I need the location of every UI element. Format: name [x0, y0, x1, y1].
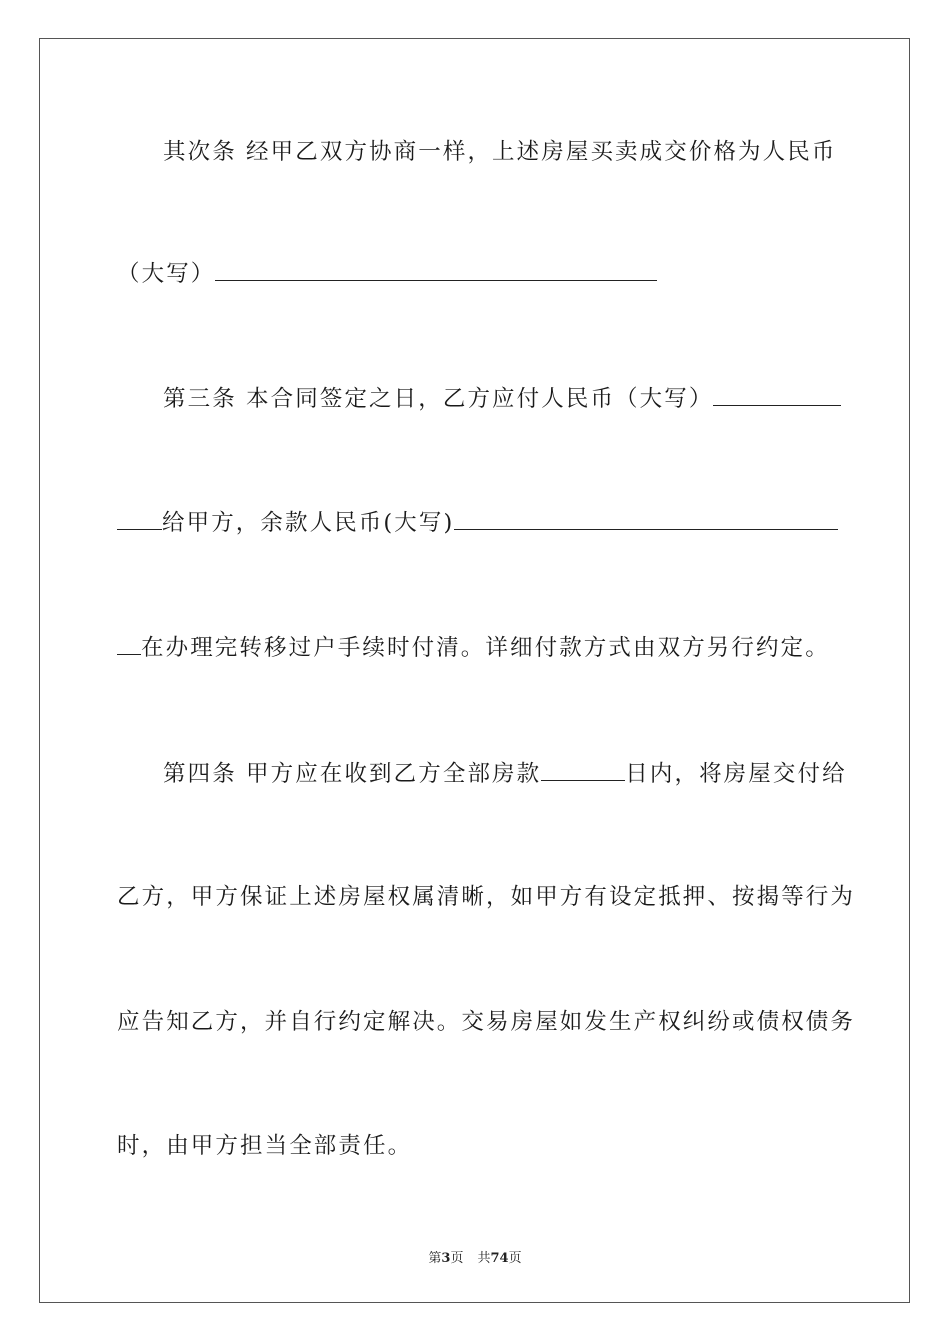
clause-4-text: 第四条 甲方应在收到乙方全部房款 — [163, 761, 542, 787]
paragraph-line — [163, 758, 847, 788]
clause-2-text: 其次条 经甲乙双方协商一样，上述房屋买卖成交价格为人民币 — [163, 139, 837, 165]
clause-4-delivery-text: 日内，将房屋交付给 — [625, 761, 847, 787]
paragraph-line — [117, 1007, 856, 1037]
page-footer — [0, 1247, 950, 1266]
page-frame — [39, 38, 910, 1303]
clause-3-payment-terms: 在办理完转移过户手续时付清。详细付款方式由双方另行约定。 — [141, 635, 830, 661]
balance-blank-field[interactable] — [454, 507, 838, 530]
payment-blank-field[interactable] — [713, 383, 841, 406]
clause-4-text-line3: 应告知乙方，并自行约定解决。交易房屋如发生产权纠纷或债权债务 — [117, 1009, 856, 1035]
payment-blank-field-cont[interactable] — [117, 507, 162, 530]
page-suffix: 页 — [450, 1251, 464, 1266]
paragraph-line — [117, 882, 856, 912]
paragraph-line — [117, 1131, 837, 1161]
total-prefix: 共 — [477, 1251, 491, 1266]
clause-3-text: 第三条 本合同签定之日，乙方应付人民币（大写） — [163, 386, 714, 412]
days-blank-field[interactable] — [541, 758, 625, 781]
paragraph-line — [163, 383, 837, 413]
balance-blank-field-cont[interactable] — [117, 632, 141, 655]
paragraph-line — [117, 258, 837, 288]
paragraph-line — [117, 632, 837, 662]
page-number: 3 — [441, 1251, 451, 1266]
clause-3-remainder-text: 给甲方，余款人民币(大写) — [162, 510, 455, 536]
amount-blank-field[interactable] — [215, 258, 657, 281]
paragraph-line — [117, 507, 837, 537]
clause-4-text-line2: 乙方，甲方保证上述房屋权属清晰，如甲方有设定抵押、按揭等行为 — [117, 884, 856, 910]
total-pages: 74 — [490, 1251, 509, 1266]
paragraph-line — [163, 137, 837, 167]
clause-4-text-line4: 时，由甲方担当全部责任。 — [117, 1133, 413, 1159]
clause-2-amount-label: （大写） — [117, 261, 216, 287]
page-prefix: 第 — [428, 1251, 442, 1266]
total-suffix: 页 — [508, 1251, 522, 1266]
